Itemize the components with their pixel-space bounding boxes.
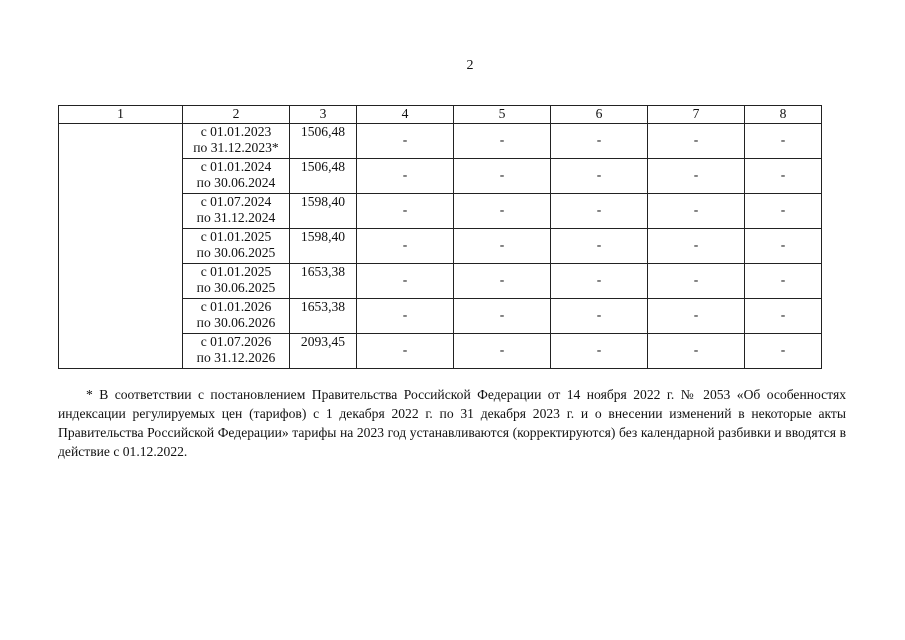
period-from: с 01.01.2025 bbox=[200, 263, 272, 279]
value-cell-6: - bbox=[551, 298, 648, 333]
value-cell-8: - bbox=[745, 123, 822, 158]
value-cell-7: - bbox=[648, 263, 745, 298]
price-cell: 1653,38 bbox=[290, 298, 357, 333]
value-cell-7: - bbox=[648, 158, 745, 193]
header-col-7: 7 bbox=[648, 106, 745, 124]
value-cell-8: - bbox=[745, 193, 822, 228]
header-col-8: 8 bbox=[745, 106, 822, 124]
header-col-5: 5 bbox=[454, 106, 551, 124]
period-cell bbox=[183, 228, 290, 263]
page-number: 2 bbox=[466, 58, 474, 73]
value-cell-7: - bbox=[648, 228, 745, 263]
footnote-text: * В соответствии с постановлением Правительства Российской Федерации от 14 ноября 2022 г. № 2053 «Об особенностях индексации регулируемых цен (тарифов) с 1 декабря 2022 г. по 31 декабря 2023 г. и о внесении изменений в некоторые акты Правительства Российской Федерации» тарифы на 2023 год устанавливаются (корректируются) без календарной разбивки и вводятся в действие с 01.12.2022. bbox=[58, 387, 846, 459]
period-to: по 30.06.2025 bbox=[196, 245, 276, 260]
value-cell-6: - bbox=[551, 333, 648, 368]
table-row bbox=[59, 123, 822, 158]
header-col-2: 2 bbox=[183, 106, 290, 124]
value-cell-6: - bbox=[551, 123, 648, 158]
period-cell bbox=[183, 298, 290, 333]
period-from: с 01.01.2026 bbox=[200, 298, 272, 314]
header-col-3: 3 bbox=[290, 106, 357, 124]
period-from: с 01.07.2024 bbox=[200, 193, 272, 209]
period-from: с 01.01.2025 bbox=[200, 228, 272, 244]
value-cell-5: - bbox=[454, 298, 551, 333]
price-cell: 2093,45 bbox=[290, 333, 357, 368]
period-to: по 30.06.2024 bbox=[196, 175, 276, 190]
header-col-6: 6 bbox=[551, 106, 648, 124]
value-cell-4: - bbox=[357, 193, 454, 228]
price-cell: 1506,48 bbox=[290, 158, 357, 193]
value-cell-5: - bbox=[454, 193, 551, 228]
footnote bbox=[58, 385, 846, 461]
value-cell-8: - bbox=[745, 263, 822, 298]
value-cell-8: - bbox=[745, 228, 822, 263]
period-from: с 01.07.2026 bbox=[200, 333, 272, 349]
value-cell-7: - bbox=[648, 123, 745, 158]
value-cell-4: - bbox=[357, 228, 454, 263]
price-cell: 1598,40 bbox=[290, 193, 357, 228]
period-to: по 31.12.2024 bbox=[196, 210, 276, 225]
period-cell bbox=[183, 193, 290, 228]
value-cell-6: - bbox=[551, 263, 648, 298]
merged-empty-cell bbox=[59, 123, 183, 368]
price-cell: 1653,38 bbox=[290, 263, 357, 298]
value-cell-5: - bbox=[454, 333, 551, 368]
value-cell-6: - bbox=[551, 228, 648, 263]
value-cell-4: - bbox=[357, 298, 454, 333]
value-cell-4: - bbox=[357, 158, 454, 193]
value-cell-8: - bbox=[745, 333, 822, 368]
header-col-1: 1 bbox=[59, 106, 183, 124]
period-cell bbox=[183, 333, 290, 368]
header-row bbox=[59, 106, 822, 124]
value-cell-8: - bbox=[745, 158, 822, 193]
value-cell-4: - bbox=[357, 263, 454, 298]
value-cell-7: - bbox=[648, 333, 745, 368]
period-to: по 30.06.2025 bbox=[196, 280, 276, 295]
period-from: с 01.01.2024 bbox=[200, 158, 272, 174]
value-cell-7: - bbox=[648, 193, 745, 228]
tariff-table bbox=[58, 105, 822, 369]
period-to: по 31.12.2026 bbox=[196, 350, 276, 365]
value-cell-5: - bbox=[454, 263, 551, 298]
value-cell-7: - bbox=[648, 298, 745, 333]
period-to: по 30.06.2026 bbox=[196, 315, 276, 330]
price-cell: 1598,40 bbox=[290, 228, 357, 263]
value-cell-4: - bbox=[357, 123, 454, 158]
value-cell-6: - bbox=[551, 193, 648, 228]
value-cell-5: - bbox=[454, 158, 551, 193]
value-cell-8: - bbox=[745, 298, 822, 333]
value-cell-5: - bbox=[454, 123, 551, 158]
period-from: с 01.01.2023 bbox=[200, 123, 272, 139]
value-cell-4: - bbox=[357, 333, 454, 368]
price-cell: 1506,48 bbox=[290, 123, 357, 158]
value-cell-6: - bbox=[551, 158, 648, 193]
period-to: по 31.12.2023* bbox=[193, 140, 279, 155]
period-cell bbox=[183, 263, 290, 298]
period-cell bbox=[183, 123, 290, 158]
period-cell bbox=[183, 158, 290, 193]
value-cell-5: - bbox=[454, 228, 551, 263]
header-col-4: 4 bbox=[357, 106, 454, 124]
